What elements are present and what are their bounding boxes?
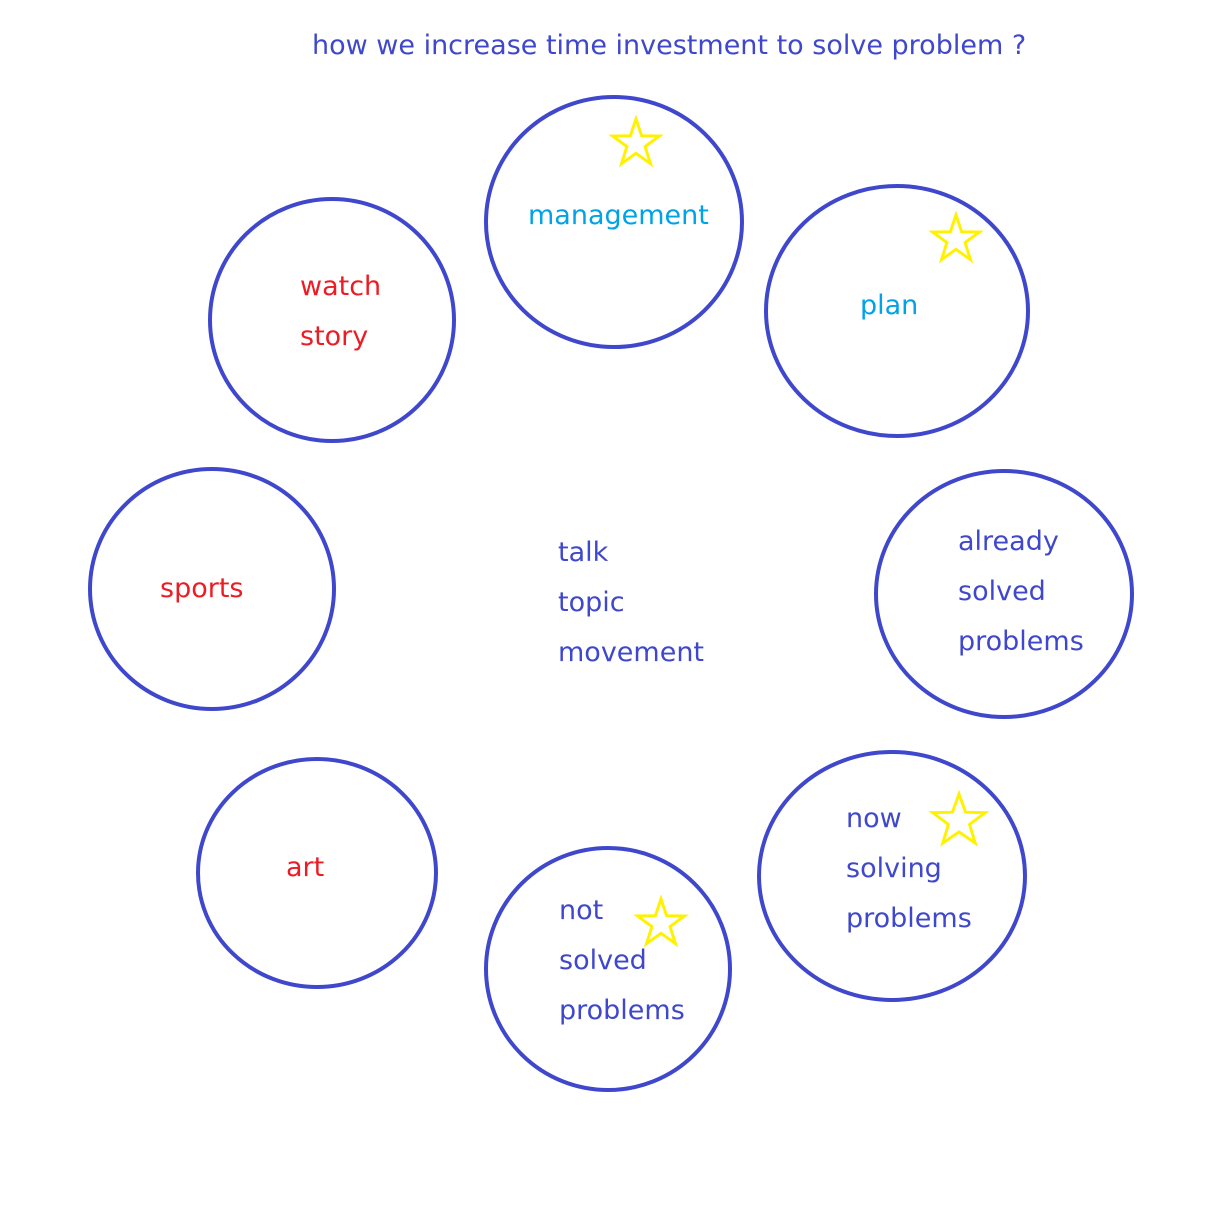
node-label-management [528,191,709,241]
star-management-icon [613,119,660,164]
node-label-line: not [559,895,604,926]
node-label-plan [860,281,918,331]
node-label-line: problems [958,626,1084,657]
node-label-line: plan [860,290,919,321]
node-label-line: solved [559,945,647,976]
node-label-art [286,843,324,893]
node-label-line: already [958,526,1059,557]
node-label-sports [160,564,243,614]
diagram-title: how we increase time investment to solve problem ? [312,30,1027,61]
node-label-line: watch [300,271,382,302]
node-label-line: problems [846,903,972,934]
node-label-not-solved [559,886,685,1036]
center-topic-label [558,528,704,678]
node-label-line: now [846,803,902,834]
node-label-line: solved [958,576,1046,607]
node-label-line: solving [846,853,942,884]
center-topic-line: topic [558,587,625,618]
center-topic-line: movement [558,637,705,668]
node-label-line: problems [559,995,685,1026]
node-label-line: art [286,852,325,883]
node-label-now-solving [846,794,972,944]
node-label-line: story [300,321,369,352]
node-label-line: sports [160,573,244,604]
node-label-line: management [528,200,709,231]
star-plan-icon [933,215,980,260]
node-label-watch-story [300,262,381,362]
center-topic-line: talk [558,537,609,568]
node-label-already-solved [958,517,1084,667]
